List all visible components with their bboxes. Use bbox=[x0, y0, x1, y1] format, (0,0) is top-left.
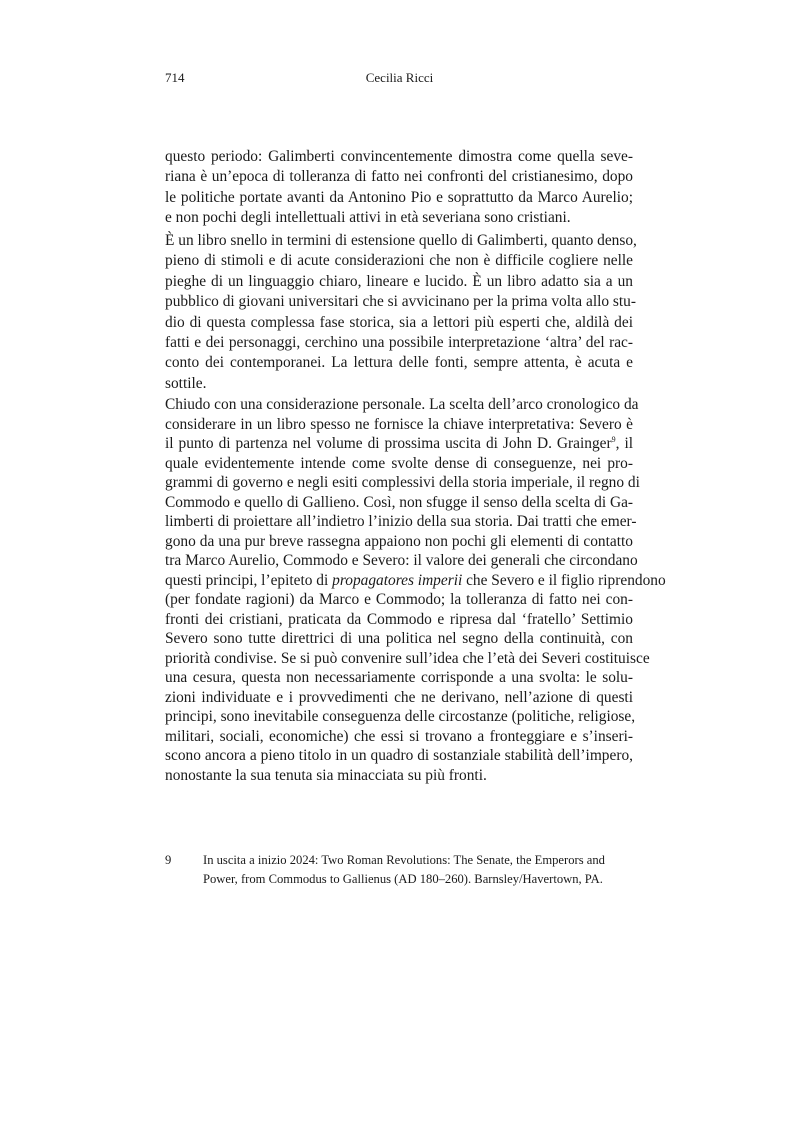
text-line: militari, sociali, economiche) che essi si trovano a fronteggiare e s’inseri- bbox=[165, 727, 633, 745]
text-line: riana è un’epoca di tolleranza di fatto nei confronti del cristianesimo, dopo bbox=[165, 168, 633, 186]
text-line bbox=[165, 571, 666, 591]
text-line: È un libro snello in termini di estensione quello di Galimberti, quanto denso, bbox=[165, 232, 637, 249]
text-line: gono da una pur breve rassegna appaiono non pochi gli elementi di contatto bbox=[165, 532, 633, 550]
text-line: zioni individuate e i provvedimenti che ne derivano, nell’azione di questi bbox=[165, 688, 633, 706]
text-line: le politiche portate avanti da Antonino Pio e soprattutto da Marco Aurelio; bbox=[165, 188, 633, 206]
text-line: una cesura, questa non necessariamente corrisponde a una svolta: le solu- bbox=[165, 669, 633, 686]
text-line: sottile. bbox=[165, 374, 207, 392]
text-line: Severo sono tutte direttrici di una politica nel segno della continuità, con bbox=[165, 630, 633, 647]
text-line: (per fondate ragioni) da Marco e Commodo; la tolleranza di fatto nei con- bbox=[165, 591, 633, 608]
text-line: fatti e dei personaggi, cerchino una possibile interpretazione ‘altra’ del rac- bbox=[165, 333, 633, 351]
text-line: questo periodo: Galimberti convincentemente dimostra come quella seve- bbox=[165, 148, 633, 165]
text-line: e non pochi degli intellettuali attivi in età severiana sono cristiani. bbox=[165, 209, 571, 227]
text-line: fronti dei cristiani, praticata da Commodo e ripresa dal ‘fratello’ Settimio bbox=[165, 610, 633, 628]
text-line: pieghe di un linguaggio chiaro, lineare e lucido. È un libro adatto sia a un bbox=[165, 272, 633, 290]
text-segment: questi principi, l’epiteto di bbox=[165, 571, 333, 589]
text-line: dio di questa complessa fase storica, sia a lettori più esperti che, aldilà dei bbox=[165, 313, 633, 331]
text-segment: , il bbox=[615, 435, 634, 452]
text-line: conto dei contemporanei. La lettura delle fonti, sempre attenta, è acuta e bbox=[165, 354, 633, 372]
paragraph bbox=[165, 231, 637, 394]
text-line: Commodo e quello di Gallieno. Così, non sfugge il senso della scelta di Ga- bbox=[165, 493, 634, 511]
text-segment: il punto di partenza nel volume di prossima uscita di John D. Grainger bbox=[165, 435, 612, 452]
footnote-reference: 9 bbox=[611, 435, 616, 444]
text-segment: che Severo e il figlio riprendono bbox=[462, 571, 666, 589]
text-line: pieno di stimoli e di acute considerazioni che non è difficile cogliere nelle bbox=[165, 252, 633, 270]
text-line: scono ancora a pieno titolo in un quadro di sostanziale stabilità dell’impero, bbox=[165, 747, 633, 764]
text-line: nonostante la sua tenuta sia minacciata su più fronti. bbox=[165, 766, 487, 784]
text-line: limberti di proiettare all’indietro l’inizio della sua storia. Dai tratti che emer- bbox=[165, 513, 637, 530]
paragraph bbox=[165, 395, 666, 785]
paragraph bbox=[165, 147, 633, 229]
text-line: priorità condivise. Se si può convenire sull’idea che l’età dei Severi costituisce bbox=[165, 649, 650, 667]
text-line: principi, sono inevitabile conseguenza delle circostanze (politiche, religiose, bbox=[165, 708, 636, 725]
page-number: 714 bbox=[165, 70, 185, 85]
text-line: Chiudo con una considerazione personale. La scelta dell’arco cronologico da bbox=[165, 396, 639, 413]
running-head: Cecilia Ricci bbox=[365, 70, 434, 85]
text-line: tra Marco Aurelio, Commodo e Severo: il valore dei generali che circondano bbox=[165, 552, 638, 569]
italic-term: propagatores imperii bbox=[332, 571, 463, 589]
text-line bbox=[165, 434, 633, 454]
text-line: grammi di governo e negli esiti complessivi della storia imperiale, il regno di bbox=[165, 474, 640, 491]
footnote-text: In uscita a inizio 2024: Two Roman Revolutions: The Senate, the Emperors and Power, from Commodus to Gallienus (AD 180–260). Barnsley/Havertown, PA. bbox=[203, 853, 605, 886]
text-line: quale evidentemente intende come svolte dense di conseguenze, nei pro- bbox=[165, 454, 633, 472]
text-line: pubblico di giovani universitari che si avvicinano per la prima volta allo stu- bbox=[165, 293, 636, 311]
text-line: considerare in un libro spesso ne fornisce la chiave interpretativa: Severo è bbox=[165, 415, 633, 433]
footnote-number: 9 bbox=[165, 853, 172, 867]
